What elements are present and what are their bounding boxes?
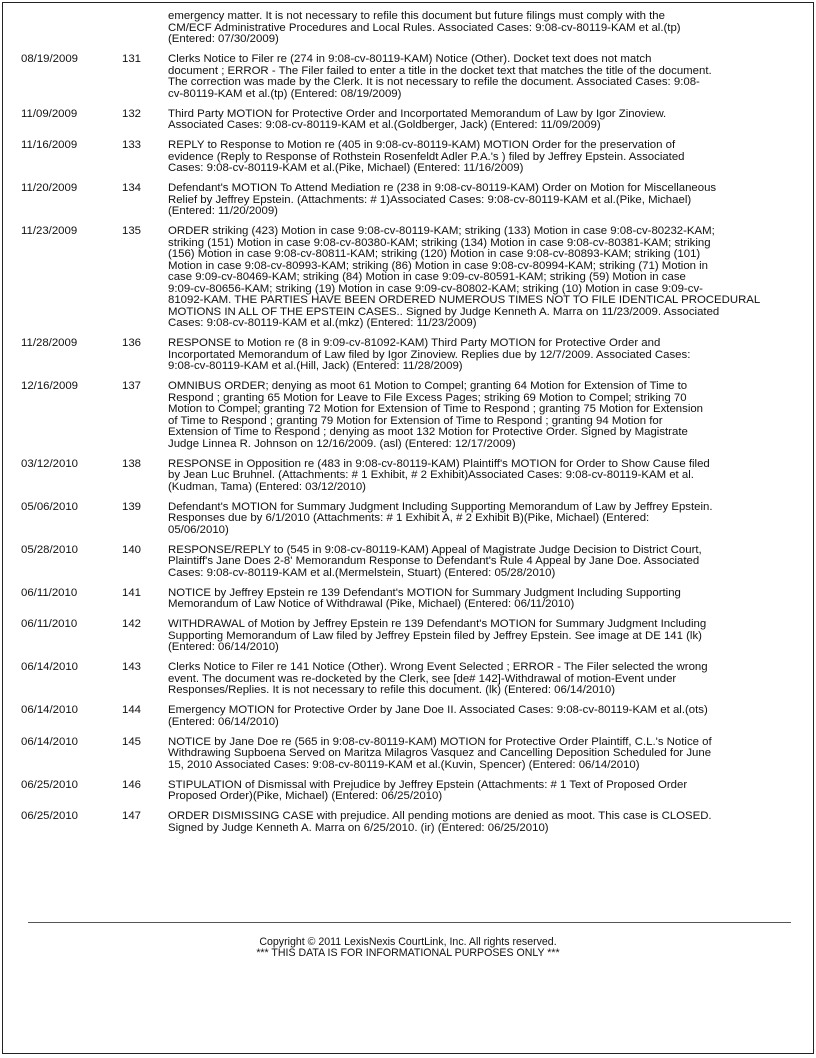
docket-entries <box>3 11 813 843</box>
entry-date: 06/25/2010 <box>21 810 79 822</box>
entry-number: 145 <box>122 735 142 748</box>
entry-text: Clerks Notice to Filer re 141 Notice (Other). Wrong Event Selected ; ERROR - The Filer selected the wrong event. The document was re-docketed by the Clerk, see [de# 142]-Withdrawal of motion-Event under Responses/Replies. It is not necessary to refile this document. (lk) (Entered: 06/14/2010) <box>168 661 708 696</box>
entry-text: Defendant's MOTION To Attend Mediation re (238 in 9:08-cv-80119-KAM) Order on Motion for Miscellaneous Relief by Jeffrey Epstein. (Attachments: # 1)Associated Cases: 9:08-cv-80119-KAM et al.(Pike, Michael) (Entered: 11/20/2009) <box>168 182 717 217</box>
copyright-notice: Copyright © 2011 LexisNexis CourtLink, Inc. All rights reserved. <box>259 936 557 948</box>
docket-entry <box>3 811 813 834</box>
entry-date: 06/14/2010 <box>21 735 79 748</box>
informational-disclaimer: *** THIS DATA IS FOR INFORMATIONAL PURPOSES ONLY *** <box>256 947 560 959</box>
docket-entry <box>3 459 813 494</box>
entry-date: 06/14/2010 <box>21 661 79 673</box>
entry-text: Clerks Notice to Filer re (274 in 9:08-cv-80119-KAM) Notice (Other). Docket text does not match document ; ERROR - The Filer failed to enter a title in the docket text that matches the title of the document. The correction was made by the Clerk. It is not necessary to refile the document. Associated Cases: 9:08- cv-80119-KAM et al.(tp) (Entered: 08/19/2009) <box>168 53 712 100</box>
entry-text: ORDER DISMISSING CASE with prejudice. All pending motions are denied as moot. This case is CLOSED. Signed by Judge Kenneth A. Marra on 6/25/2010. (ir) (Entered: 06/25/2010) <box>168 810 712 834</box>
entry-date: 11/09/2009 <box>21 107 78 120</box>
docket-entry <box>3 140 813 175</box>
entry-date: 06/25/2010 <box>21 778 79 791</box>
entry-date: 08/19/2009 <box>21 53 79 65</box>
entry-number: 141 <box>122 586 142 599</box>
entry-date: 11/28/2009 <box>21 337 78 349</box>
docket-entry <box>3 737 813 772</box>
entry-number: 137 <box>122 380 142 392</box>
entry-text: ORDER striking (423) Motion in case 9:08-cv-80119-KAM; striking (133) Motion in case 9:08-cv-80232-KAM; striking (151) Motion in case 9:08-cv-80380-KAM; striking (134) Motion in case 9:08-cv-80381-KAM; striking (156) Motion in case 9:08-cv-80811-KAM; striking (120) Motion in case 9:08-cv-80893-KAM; striking (101) Motion in case 9:08-cv-80993-KAM; striking (86) Motion in case 9:08-cv-80994-KAM; striking (71) Motion in case 9:09-cv-80469-KAM; striking (84) Motion in case 9:09-cv-80591-KAM; striking (59) Motion in case 9:09-cv-80656-KAM; striking (19) Motion in case 9:09-cv-80802-KAM; striking (10) Motion in case 9:09-cv- 81092-KAM. THE PARTIES HAVE BEEN ORDERED NUMEROUS TIMES NOT TO FILE IDENTICAL PROCEDURAL MOTIONS IN ALL OF THE EPSTEIN CASES.. Signed by Judge Kenneth A. Marra on 11/23/2009. Associated Cases: 9:08-cv-80119-KAM et al.(mkz) (Entered: 11/23/2009) <box>168 225 761 329</box>
entry-date: 06/14/2010 <box>21 704 79 716</box>
entry-text: STIPULATION of Dismissal with Prejudice by Jeffrey Epstein (Attachments: # 1 Text of Proposed Order Proposed Order)(Pike, Michael) (Entered: 06/25/2010) <box>168 778 688 802</box>
entry-number: 138 <box>122 457 142 470</box>
entry-number: 134 <box>122 182 142 194</box>
docket-entry <box>3 588 813 611</box>
document-page <box>2 2 814 1054</box>
entry-text: RESPONSE to Motion re (8 in 9:09-cv-81092-KAM) Third Party MOTION for Protective Order and Incorportated Memorandum of Law filed by Igor Zinoview. Replies due by 12/7/2009. Associated Cases: 9:08-cv-80119-KAM et al.(Hill, Jack) (Entered: 11/28/2009) <box>168 337 691 372</box>
entry-number: 132 <box>122 107 142 120</box>
entry-text: Third Party MOTION for Protective Order and Incorportated Memorandum of Law by Igor Zinoview. Associated Cases: 9:08-cv-80119-KAM et al.(Goldberger, Jack) (Entered: 11/09/2009) <box>168 107 667 131</box>
entry-text: NOTICE by Jane Doe re (565 in 9:08-cv-80119-KAM) MOTION for Protective Order Plaintiff, C.L.'s Notice of Withdrawing Supboena Served on Maritza Milagros Vasquez and Cancelling Deposition Scheduled for June 15, 2010 Associated Cases: 9:08-cv-80119-KAM et al.(Kuvin, Spencer) (Entered: 06/14/2010) <box>168 735 712 771</box>
entry-number: 147 <box>122 810 142 822</box>
entry-number: 131 <box>122 53 142 65</box>
docket-entry <box>3 662 813 697</box>
page-footer <box>3 937 813 959</box>
entry-number: 140 <box>122 543 142 556</box>
docket-entry <box>3 54 813 100</box>
entry-date: 05/28/2010 <box>21 543 79 556</box>
docket-entry <box>3 338 813 373</box>
entry-date: 11/16/2009 <box>21 139 78 151</box>
entry-date: 12/16/2009 <box>21 380 79 392</box>
entry-number: 144 <box>122 704 142 716</box>
entry-text: WITHDRAWAL of Motion by Jeffrey Epstein re 139 Defendant's MOTION for Summary Judgment Including Supporting Memorandum of Law filed by Jeffrey Epstein filed by Jeffrey Epstein. See image at DE 141 (lk) (Entered: 06/14/2010) <box>168 618 707 653</box>
entry-date: 06/11/2010 <box>21 586 78 599</box>
entry-text: RESPONSE/REPLY to (545 in 9:08-cv-80119-KAM) Appeal of Magistrate Judge Decision to District Court, Plaintiff's Jane Does 2-8' Memorandum Response to Defendant's Rule 4 Appeal by Jane Doe. Associated Cases: 9:08-cv-80119-KAM et al.(Mermelstein, Stuart) (Entered: 05/28/2010) <box>168 543 702 579</box>
footer-divider <box>28 922 791 923</box>
entry-text: RESPONSE in Opposition re (483 in 9:08-cv-80119-KAM) Plaintiff's MOTION for Order to Show Cause filed by Jean Luc Bruhnel. (Attachments: # 1 Exhibit, # 2 Exhibit)Associated Cases: 9:08-cv-80119-KAM et al. (Kudman, Tama) (Entered: 03/12/2010) <box>168 457 710 493</box>
entry-number: 142 <box>122 618 142 630</box>
docket-entry <box>3 780 813 803</box>
entry-date: 03/12/2010 <box>21 457 79 470</box>
entry-date: 05/06/2010 <box>21 500 79 513</box>
entry-number: 146 <box>122 778 142 791</box>
entry-number: 136 <box>122 337 142 349</box>
entry-text: OMNIBUS ORDER; denying as moot 61 Motion to Compel; granting 64 Motion for Extension of Time to Respond ; granting 65 Motion for Leave to File Excess Pages; striking 69 Motion to Compel; striking 70 Motion to Compel; granting 72 Motion for Extension of Time to Respond ; granting 75 Motion for Extension of Time to Respond ; granting 79 Motion for Extension of Time to Respond ; granting 94 Motion for Extension of Time to Respond ; denying as moot 132 Motion for Protective Order. Signed by Magistrate Judge Linnea R. Johnson on 12/16/2009. (asl) (Entered: 12/17/2009) <box>168 380 704 450</box>
entry-date: 11/20/2009 <box>21 182 78 194</box>
entry-number: 133 <box>122 139 142 151</box>
entry-text: emergency matter. It is not necessary to refile this document but future filings must comply with the CM/ECF Administrative Procedures and Local Rules. Associated Cases: 9:08-cv-80119-KAM et al.(tp) (Entered: 07/30/2009) <box>168 10 681 45</box>
entry-text: Defendant's MOTION for Summary Judgment Including Supporting Memorandum of Law by Jeffrey Epstein. Responses due by 6/1/2010 (Attachments: # 1 Exhibit A, # 2 Exhibit B)(Pike, Michael) (Entered: 05/06/2010) <box>168 500 713 536</box>
docket-entry <box>3 226 813 330</box>
entry-text: Emergency MOTION for Protective Order by Jane Doe II. Associated Cases: 9:08-cv-80119-KAM et al.(ots) (Entered: 06/14/2010) <box>168 704 708 728</box>
entry-date: 06/11/2010 <box>21 618 78 630</box>
entry-number: 143 <box>122 661 142 673</box>
docket-entry <box>3 381 813 450</box>
entry-number: 139 <box>122 500 142 513</box>
entry-text: NOTICE by Jeffrey Epstein re 139 Defendant's MOTION for Summary Judgment Including Supporting Memorandum of Law Notice of Withdrawal (Pike, Michael) (Entered: 06/11/2010) <box>168 586 681 610</box>
docket-entry <box>3 705 813 728</box>
docket-entry <box>3 545 813 580</box>
docket-entry <box>3 11 813 46</box>
docket-entry <box>3 183 813 218</box>
entry-text: REPLY to Response to Motion re (405 in 9:08-cv-80119-KAM) MOTION Order for the preservation of evidence (Reply to Response of Rothstein Rosenfeldt Adler P.A.'s ) filed by Jeffrey Epstein. Associated Cases: 9:08-cv-80119-KAM et al.(Pike, Michael) (Entered: 11/16/2009) <box>168 139 685 174</box>
entry-number: 135 <box>122 225 142 237</box>
docket-entry <box>3 502 813 537</box>
docket-entry <box>3 109 813 132</box>
docket-entry <box>3 619 813 654</box>
entry-date: 11/23/2009 <box>21 225 78 237</box>
